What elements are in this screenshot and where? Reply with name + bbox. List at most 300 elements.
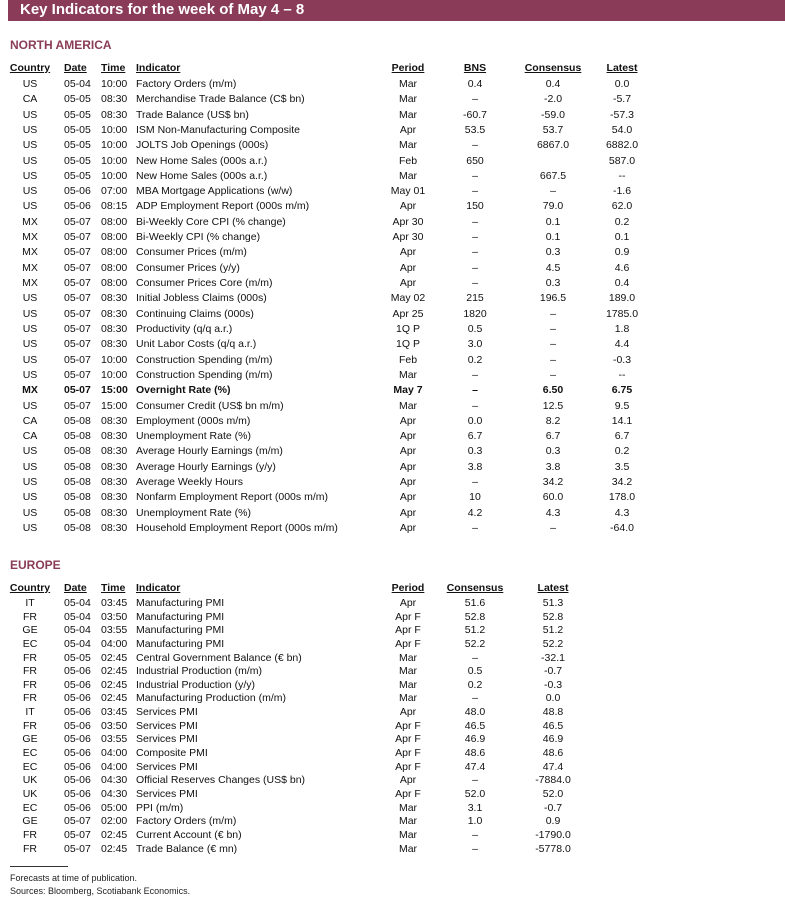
cell-date: 05-07	[64, 399, 91, 412]
cell-date: 05-06	[64, 760, 91, 773]
cell-country: FR	[23, 842, 37, 855]
cell-time: 04:00	[101, 637, 128, 650]
cell-consensus: –	[472, 651, 478, 664]
table-row	[0, 184, 785, 198]
cell-date: 05-08	[64, 414, 91, 427]
cell-country: US	[22, 123, 38, 136]
cell-time: 10:00	[101, 78, 128, 90]
cell-period: Mar	[398, 692, 418, 705]
cell-time: 08:30	[101, 307, 128, 320]
cell-date: 05-07	[64, 815, 91, 828]
cell-indicator: Productivity (q/q a.r.)	[136, 322, 233, 335]
cell-latest: -57.3	[610, 108, 634, 121]
cell-date: 05-04	[64, 637, 91, 650]
cell-time: 08:30	[101, 521, 128, 534]
page-title: Key Indicators for the week of May 4 – 8	[20, 1, 305, 18]
cell-consensus: 0.4	[545, 78, 561, 90]
cell-period: Feb	[398, 154, 418, 167]
north-america-section-title: NORTH AMERICA	[10, 38, 112, 52]
cell-country: US	[22, 322, 38, 335]
cell-time: 15:00	[101, 399, 128, 412]
cell-bns: –	[472, 185, 478, 198]
cell-date: 05-05	[64, 169, 91, 182]
cell-latest: -0.7	[543, 801, 563, 814]
table-row	[0, 276, 785, 290]
cell-bns: 0.4	[467, 78, 483, 90]
cell-consensus: –	[550, 185, 556, 198]
cell-date: 05-08	[64, 506, 91, 519]
cell-time: 08:30	[101, 460, 128, 473]
cell-period: Apr F	[395, 719, 421, 732]
cell-bns: –	[472, 384, 478, 397]
cell-latest: 52.8	[542, 610, 564, 623]
cell-period: Apr	[399, 414, 417, 427]
cell-consensus: –	[550, 368, 556, 381]
cell-indicator: Services PMI	[136, 719, 198, 732]
cell-indicator: Overnight Rate (%)	[136, 384, 231, 397]
cell-latest: 46.9	[542, 733, 564, 746]
cell-consensus: 12.5	[542, 399, 564, 412]
cell-date: 05-08	[64, 476, 91, 489]
cell-consensus: 47.4	[464, 760, 486, 773]
cell-period: Mar	[398, 678, 418, 691]
cell-consensus: 51.2	[464, 624, 486, 637]
cell-period: Mar	[398, 399, 418, 412]
cell-time: 05:00	[101, 801, 128, 814]
cell-time: 10:00	[101, 139, 128, 152]
cell-country: GE	[22, 815, 38, 828]
cell-time: 10:00	[101, 353, 128, 366]
cell-date: 05-08	[64, 521, 91, 534]
cell-date: 05-08	[64, 430, 91, 443]
cell-date: 05-07	[64, 322, 91, 335]
cell-latest: 9.5	[614, 399, 630, 412]
table-row	[0, 291, 785, 305]
cell-consensus: 0.3	[545, 277, 561, 290]
cell-period: Apr	[399, 706, 417, 719]
cell-date: 05-04	[64, 610, 91, 623]
cell-time: 08:00	[101, 231, 128, 244]
cell-latest: -5778.0	[535, 842, 571, 855]
table-row	[0, 828, 785, 842]
cell-time: 08:30	[101, 445, 128, 458]
cell-period: Apr F	[395, 733, 421, 746]
cell-bns: 215	[466, 292, 484, 305]
cell-indicator: Industrial Production (m/m)	[136, 665, 263, 678]
column-header-date: Date	[64, 582, 87, 594]
cell-bns: –	[472, 231, 478, 244]
column-header-period: Period	[391, 62, 425, 74]
cell-period: Apr	[399, 506, 417, 519]
cell-indicator: Consumer Prices (m/m)	[136, 246, 247, 259]
cell-date: 05-07	[64, 261, 91, 274]
cell-consensus: 0.3	[545, 246, 561, 259]
table-row	[0, 154, 785, 168]
cell-time: 03:50	[101, 610, 128, 623]
cell-time: 08:00	[101, 261, 128, 274]
cell-indicator: Unemployment Rate (%)	[136, 506, 251, 519]
cell-time: 08:30	[101, 292, 128, 305]
table-row	[0, 307, 785, 321]
cell-indicator: Manufacturing Production (m/m)	[136, 692, 286, 705]
cell-period: Apr	[399, 774, 417, 787]
cell-date: 05-05	[64, 154, 91, 167]
cell-country: GE	[22, 733, 38, 746]
cell-consensus: 1.0	[467, 815, 483, 828]
cell-date: 05-06	[64, 733, 91, 746]
cell-date: 05-05	[64, 139, 91, 152]
cell-country: US	[22, 338, 38, 351]
cell-indicator: ISM Non-Manufacturing Composite	[136, 123, 300, 136]
cell-country: US	[22, 506, 38, 519]
cell-period: May 7	[393, 384, 423, 397]
cell-country: US	[22, 169, 38, 182]
cell-date: 05-06	[64, 692, 91, 705]
cell-indicator: New Home Sales (000s a.r.)	[136, 169, 268, 182]
table-row	[0, 230, 785, 244]
cell-consensus: –	[550, 353, 556, 366]
cell-time: 02:00	[101, 815, 128, 828]
cell-bns: 0.3	[467, 445, 483, 458]
cell-indicator: Initial Jobless Claims (000s)	[136, 292, 267, 305]
cell-indicator: Services PMI	[136, 787, 198, 800]
cell-date: 05-06	[64, 801, 91, 814]
cell-country: FR	[23, 665, 37, 678]
table-row	[0, 787, 785, 801]
column-header-time: Time	[101, 582, 126, 594]
cell-time: 10:00	[101, 123, 128, 136]
cell-latest: 0.2	[614, 445, 630, 458]
cell-latest: 47.4	[542, 760, 564, 773]
column-header-consensus: Consensus	[524, 62, 582, 74]
cell-indicator: Average Hourly Earnings (m/m)	[136, 445, 283, 458]
cell-consensus: 6.7	[545, 430, 561, 443]
cell-latest: 14.1	[611, 414, 633, 427]
cell-country: IT	[25, 597, 35, 609]
cell-bns: 10	[469, 491, 481, 504]
cell-indicator: Services PMI	[136, 733, 198, 746]
cell-consensus: 0.3	[545, 445, 561, 458]
cell-time: 03:45	[101, 706, 128, 719]
cell-consensus: 6.50	[542, 384, 564, 397]
cell-latest: -32.1	[541, 651, 565, 664]
cell-country: MX	[22, 384, 38, 397]
cell-time: 08:30	[101, 322, 128, 335]
cell-bns: –	[472, 93, 478, 106]
cell-period: Mar	[398, 93, 418, 106]
cell-latest: 6882.0	[605, 139, 639, 152]
cell-indicator: Factory Orders (m/m)	[136, 78, 237, 90]
cell-time: 08:30	[101, 491, 128, 504]
cell-indicator: Unit Labor Costs (q/q a.r.)	[136, 338, 257, 351]
cell-date: 05-06	[64, 747, 91, 760]
cell-latest: -5.7	[612, 93, 632, 106]
cell-period: Apr F	[395, 787, 421, 800]
cell-consensus: 4.5	[545, 261, 561, 274]
cell-indicator: Nonfarm Employment Report (000s m/m)	[136, 491, 328, 504]
cell-indicator: Household Employment Report (000s m/m)	[136, 521, 338, 534]
cell-indicator: Current Account (€ bn)	[136, 828, 242, 841]
cell-time: 02:45	[101, 842, 128, 855]
cell-date: 05-05	[64, 123, 91, 136]
cell-time: 02:45	[101, 665, 128, 678]
cell-date: 05-05	[64, 93, 91, 106]
cell-consensus: 34.2	[542, 476, 564, 489]
column-header-bns: BNS	[463, 62, 487, 74]
table-row	[0, 490, 785, 504]
cell-time: 07:00	[101, 185, 128, 198]
cell-indicator: Manufacturing PMI	[136, 597, 225, 609]
cell-period: May 02	[390, 292, 426, 305]
title-banner	[8, 0, 785, 21]
cell-country: FR	[23, 651, 37, 664]
cell-bns: –	[472, 215, 478, 228]
cell-time: 02:45	[101, 651, 128, 664]
cell-time: 08:00	[101, 246, 128, 259]
cell-period: Mar	[398, 78, 418, 90]
cell-time: 04:00	[101, 760, 128, 773]
cell-indicator: New Home Sales (000s a.r.)	[136, 154, 268, 167]
cell-consensus: –	[550, 521, 556, 534]
cell-date: 05-07	[64, 246, 91, 259]
cell-indicator: Average Hourly Earnings (y/y)	[136, 460, 276, 473]
table-row	[0, 460, 785, 474]
cell-latest: 1.8	[614, 322, 630, 335]
table-row	[0, 773, 785, 787]
cell-period: Mar	[398, 665, 418, 678]
cell-indicator: Unemployment Rate (%)	[136, 430, 251, 443]
cell-consensus: 79.0	[542, 200, 564, 213]
cell-bns: –	[472, 169, 478, 182]
cell-date: 05-06	[64, 200, 91, 213]
cell-latest: -64.0	[610, 521, 634, 534]
cell-consensus: –	[472, 842, 478, 855]
cell-indicator: Composite PMI	[136, 747, 208, 760]
table-row	[0, 199, 785, 213]
cell-indicator: JOLTS Job Openings (000s)	[136, 139, 269, 152]
cell-date: 05-06	[64, 185, 91, 198]
cell-bns: –	[472, 139, 478, 152]
cell-indicator: Trade Balance (€ mn)	[136, 842, 238, 855]
cell-country: CA	[22, 430, 38, 443]
cell-date: 05-07	[64, 307, 91, 320]
cell-date: 05-04	[64, 78, 91, 90]
cell-time: 03:50	[101, 719, 128, 732]
table-row	[0, 475, 785, 489]
cell-date: 05-06	[64, 706, 91, 719]
cell-latest: -7884.0	[535, 774, 571, 787]
cell-consensus: 60.0	[542, 491, 564, 504]
column-header-latest: Latest	[537, 582, 569, 594]
cell-country: US	[22, 476, 38, 489]
cell-time: 10:00	[101, 154, 128, 167]
cell-latest: --	[618, 368, 626, 381]
cell-country: US	[22, 139, 38, 152]
cell-latest: -0.7	[543, 665, 563, 678]
cell-country: UK	[22, 774, 38, 787]
cell-country: US	[22, 108, 38, 121]
table-row	[0, 399, 785, 413]
cell-bns: –	[472, 277, 478, 290]
cell-latest: 0.2	[614, 215, 630, 228]
cell-period: Apr F	[395, 747, 421, 760]
table-row	[0, 623, 785, 637]
cell-bns: –	[472, 368, 478, 381]
table-row	[0, 215, 785, 229]
cell-period: Apr 30	[392, 215, 424, 228]
cell-time: 08:30	[101, 476, 128, 489]
table-header	[0, 581, 785, 595]
cell-latest: 1785.0	[605, 307, 639, 320]
cell-bns: 650	[466, 154, 484, 167]
cell-time: 08:30	[101, 414, 128, 427]
cell-latest: -1.6	[612, 185, 632, 198]
cell-period: Apr	[399, 430, 417, 443]
cell-country: FR	[23, 828, 37, 841]
cell-date: 05-07	[64, 828, 91, 841]
cell-time: 08:30	[101, 430, 128, 443]
cell-time: 02:45	[101, 678, 128, 691]
cell-period: Apr	[399, 123, 417, 136]
cell-period: Apr	[399, 476, 417, 489]
cell-bns: –	[472, 476, 478, 489]
table-header	[0, 61, 785, 75]
cell-country: EC	[22, 637, 38, 650]
cell-date: 05-04	[64, 597, 91, 609]
cell-country: US	[22, 185, 38, 198]
cell-time: 10:00	[101, 368, 128, 381]
cell-indicator: Construction Spending (m/m)	[136, 353, 273, 366]
cell-latest: 34.2	[611, 476, 633, 489]
table-row	[0, 760, 785, 774]
column-header-country: Country	[9, 582, 51, 594]
cell-bns: 4.2	[467, 506, 483, 519]
cell-consensus: 52.0	[464, 787, 486, 800]
cell-consensus: 52.2	[464, 637, 486, 650]
cell-period: Mar	[398, 801, 418, 814]
table-row	[0, 138, 785, 152]
cell-period: Apr 30	[392, 231, 424, 244]
table-row	[0, 92, 785, 106]
cell-bns: 0.2	[467, 353, 483, 366]
cell-time: 03:55	[101, 624, 128, 637]
cell-period: Apr F	[395, 760, 421, 773]
cell-date: 05-07	[64, 277, 91, 290]
cell-consensus: 0.2	[467, 678, 483, 691]
cell-bns: 6.7	[467, 430, 483, 443]
cell-period: Apr	[399, 491, 417, 504]
table-row	[0, 746, 785, 760]
column-header-indicator: Indicator	[136, 582, 181, 594]
cell-period: 1Q P	[396, 322, 420, 335]
cell-date: 05-06	[64, 665, 91, 678]
cell-date: 05-07	[64, 842, 91, 855]
cell-consensus: 4.3	[545, 506, 561, 519]
cell-indicator: Services PMI	[136, 760, 198, 773]
cell-period: Mar	[398, 368, 418, 381]
cell-period: Apr	[399, 246, 417, 259]
cell-bns: 53.5	[464, 123, 486, 136]
cell-date: 05-06	[64, 678, 91, 691]
table-row	[0, 814, 785, 828]
table-row	[0, 261, 785, 275]
cell-country: MX	[22, 246, 38, 259]
cell-country: IT	[25, 706, 35, 719]
cell-consensus: 48.0	[464, 706, 486, 719]
cell-date: 05-08	[64, 460, 91, 473]
cell-bns: –	[472, 261, 478, 274]
table-row	[0, 77, 785, 91]
cell-consensus: 0.5	[467, 665, 483, 678]
cell-time: 08:00	[101, 277, 128, 290]
cell-date: 05-06	[64, 787, 91, 800]
cell-country: US	[22, 78, 38, 90]
cell-consensus: 0.1	[545, 231, 561, 244]
table-row	[0, 637, 785, 651]
column-header-latest: Latest	[606, 62, 638, 74]
table-row	[0, 429, 785, 443]
table-row	[0, 678, 785, 692]
table-row	[0, 368, 785, 382]
cell-latest: 0.9	[545, 815, 561, 828]
cell-period: Apr 25	[392, 307, 424, 320]
cell-country: US	[22, 307, 38, 320]
cell-bns: -60.7	[463, 108, 487, 121]
footnote-divider	[10, 866, 68, 867]
cell-indicator: Employment (000s m/m)	[136, 414, 251, 427]
cell-latest: 4.6	[614, 261, 630, 274]
cell-consensus: 3.8	[545, 460, 561, 473]
cell-period: Mar	[398, 842, 418, 855]
cell-period: Apr	[399, 597, 417, 609]
cell-indicator: ADP Employment Report (000s m/m)	[136, 200, 310, 213]
cell-consensus: 196.5	[539, 292, 567, 305]
cell-country: FR	[23, 678, 37, 691]
cell-time: 02:45	[101, 828, 128, 841]
cell-latest: 46.5	[542, 719, 564, 732]
cell-consensus: –	[550, 322, 556, 335]
table-row	[0, 169, 785, 183]
cell-country: US	[22, 292, 38, 305]
cell-latest: 6.7	[614, 430, 630, 443]
cell-latest: 3.5	[614, 460, 630, 473]
column-header-time: Time	[101, 62, 126, 74]
cell-consensus: -2.0	[543, 93, 563, 106]
cell-period: Apr	[399, 445, 417, 458]
cell-consensus: –	[472, 828, 478, 841]
cell-country: MX	[22, 277, 38, 290]
cell-period: Apr F	[395, 610, 421, 623]
cell-latest: 51.3	[542, 597, 564, 609]
cell-indicator: Official Reserves Changes (US$ bn)	[136, 774, 306, 787]
cell-period: Mar	[398, 815, 418, 828]
cell-latest: 0.4	[614, 277, 630, 290]
cell-indicator: Consumer Prices Core (m/m)	[136, 277, 273, 290]
cell-time: 08:30	[101, 506, 128, 519]
cell-consensus: 52.8	[464, 610, 486, 623]
column-header-period: Period	[391, 582, 425, 594]
cell-period: Mar	[398, 139, 418, 152]
cell-bns: 3.8	[467, 460, 483, 473]
table-row	[0, 719, 785, 733]
cell-period: Mar	[398, 651, 418, 664]
cell-latest: 0.0	[545, 692, 561, 705]
cell-consensus: -59.0	[541, 108, 565, 121]
column-header-country: Country	[9, 62, 51, 74]
cell-period: Apr	[399, 277, 417, 290]
cell-consensus: –	[550, 307, 556, 320]
cell-period: Feb	[398, 353, 418, 366]
